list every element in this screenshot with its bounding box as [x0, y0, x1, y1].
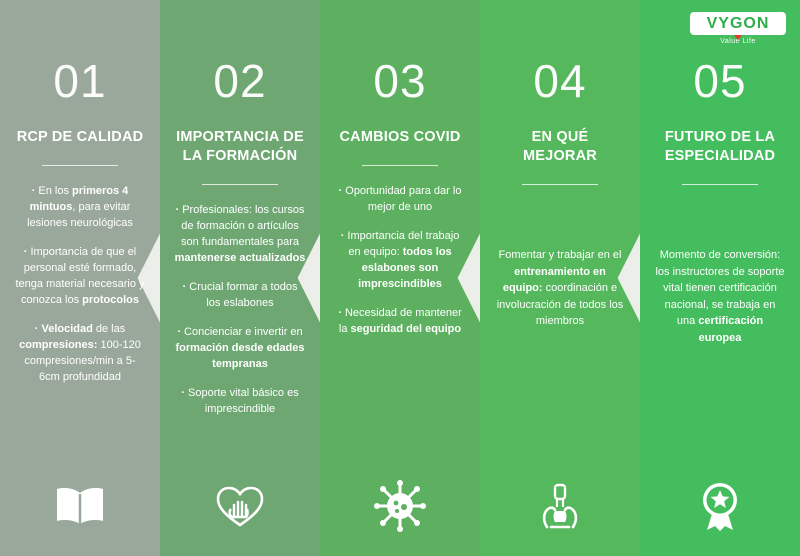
- logo-tagline: Value Life: [720, 38, 756, 45]
- column-03-number: 03: [373, 55, 427, 107]
- vygon-logo[interactable]: [690, 12, 786, 45]
- column-04-divider: [522, 184, 598, 185]
- column-01-title: RCP DE CALIDAD: [16, 129, 144, 145]
- column-02-number: 02: [213, 55, 267, 107]
- column-02-title: IMPORTANCIA DE LA FORMACIÓN: [176, 129, 304, 165]
- heart-hand-icon: [160, 478, 320, 534]
- column-03-divider: [362, 165, 438, 166]
- column-04-paragraph: Fomentar y trabajar en el entrenamiento en equipo: coordinación e involucración de todos los miembros: [496, 249, 624, 328]
- column-05-paragraph: Momento de conversión: los instructores de soporte vital tienen certificación nacional, se trabaja en una certificación europea: [655, 249, 785, 344]
- teamwork-hands-icon: [480, 478, 640, 534]
- column-03-title: CAMBIOS COVID: [339, 129, 461, 145]
- list-item: · Necesidad de mantener la seguridad del equipo: [338, 306, 462, 335]
- column-03-content: [320, 0, 480, 556]
- logo-tick-icon: [734, 35, 742, 40]
- logo-pill: [690, 12, 786, 35]
- list-item: · Crucial formar a todos los eslabones: [182, 281, 298, 309]
- list-item: · Oportunidad para dar lo mejor de uno: [338, 185, 462, 214]
- column-02-bullets: [174, 203, 306, 417]
- list-item: · Importancia del trabajo en equipo: todos los eslabones son imprescindibles: [340, 230, 460, 290]
- column-04[interactable]: [480, 0, 640, 556]
- column-01[interactable]: [0, 0, 160, 556]
- column-05-title: FUTURO DE LA ESPECIALIDAD: [664, 129, 776, 165]
- list-item: · Soporte vital básico es imprescindible: [181, 386, 299, 415]
- column-01-bullets: [14, 184, 146, 385]
- logo-brand: VYGON: [706, 15, 770, 32]
- column-01-content: [0, 0, 160, 556]
- column-05-content: [640, 0, 800, 556]
- column-05-divider: [682, 184, 758, 185]
- column-02-divider: [202, 184, 278, 185]
- virus-icon: [320, 478, 480, 534]
- award-ribbon-icon: [640, 478, 800, 534]
- column-03-bullets: [334, 184, 466, 338]
- column-04-number: 04: [533, 55, 587, 107]
- column-02-content: [160, 0, 320, 556]
- column-01-number: 01: [53, 55, 107, 107]
- open-book-icon: [0, 478, 160, 534]
- column-04-title: EN QUÉ MEJORAR: [523, 129, 597, 165]
- list-item: · Concienciar e invertir en formación desde edades tempranas: [175, 325, 305, 370]
- column-05[interactable]: [640, 0, 800, 556]
- column-01-divider: [42, 165, 118, 166]
- list-item: · Velocidad de las compresiones: 100-120 compresiones/min a 5-6cm profundidad: [19, 322, 141, 383]
- column-04-content: [480, 0, 640, 556]
- list-item: · Profesionales: los cursos de formación o artículos son fundamentales para mantenerse actualizados: [174, 204, 306, 265]
- column-05-number: 05: [693, 55, 747, 107]
- list-item: · En los primeros 4 mintuos, para evitar lesiones neurológicas: [27, 185, 133, 229]
- column-03[interactable]: [320, 0, 480, 556]
- column-02[interactable]: [160, 0, 320, 556]
- list-item: · Importancia de que el personal esté formado, tenga material necesario y conozca los protocolos: [15, 245, 145, 306]
